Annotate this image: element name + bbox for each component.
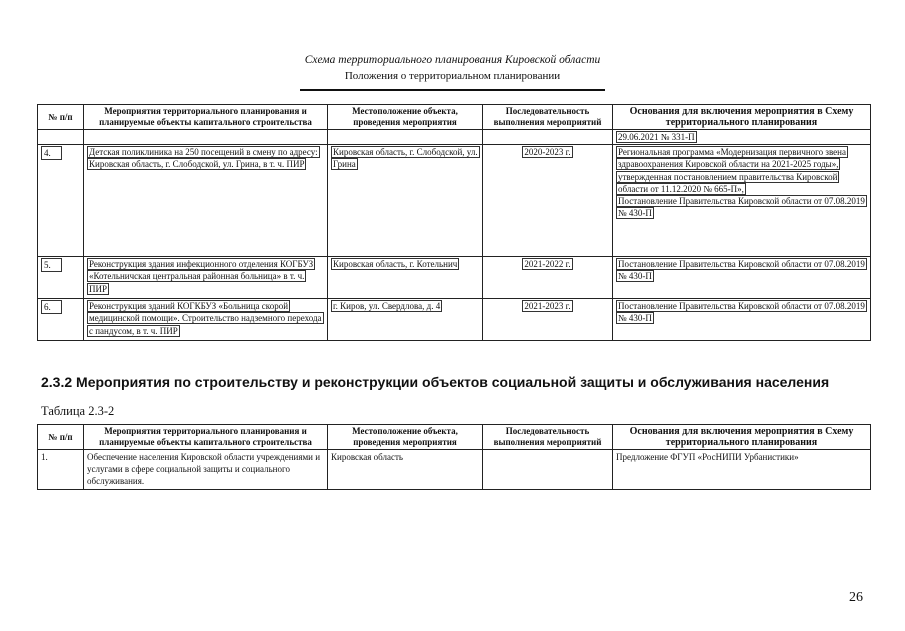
table-header-row — [38, 105, 871, 130]
measures-table-social — [37, 424, 871, 490]
cell-event: Реконструкция здания инфекционного отделения КОГБУЗ «Котельничская центральная районная больница» в т. ч. ПИР — [89, 259, 314, 294]
table-row — [38, 257, 871, 299]
cell-location: Кировская область, г. Котельнич — [333, 259, 458, 270]
cell-number: 4. — [41, 146, 62, 160]
table-row — [38, 299, 871, 341]
page-number: 26 — [849, 590, 863, 605]
cell-period: 2021-2022 г. — [524, 259, 571, 270]
header-divider — [300, 89, 605, 91]
cell-basis: Постановление Правительства Кировской области от 07.08.2019 — [618, 301, 865, 312]
header-location: Местоположение объекта, проведения мероприятия — [328, 105, 483, 130]
header-period: Последовательность выполнения мероприятий — [483, 425, 613, 450]
cell-number: 6. — [41, 300, 62, 314]
cell-basis: № 430-П — [618, 271, 652, 282]
table-row — [38, 145, 871, 257]
cell-event: Детская поликлиника на 250 посещений в смену по адресу: Кировская область, г. Слободской, ул. Грина, в т. ч. ПИР — [89, 147, 318, 170]
section-heading: 2.3.2 Мероприятия по строительству и реконструкции объектов социальной защиты и обслуживания населения — [41, 374, 830, 390]
cell-basis: Региональная программа «Модернизация первичного звена здравоохранения Кировской области на 2021-2025 годы», утвержденная постановлением правительства Кировской области от 11.12.2020 № 665-П», — [618, 147, 846, 194]
cell-basis: Предложение ФГУП «РосНИПИ Урбанистики» — [613, 450, 871, 490]
cell-event: Реконструкция зданий КОГКБУЗ «Больница скорой медицинской помощи». Строительство надземного перехода с пандусом, в т. ч. ПИР — [89, 301, 322, 336]
header-period: Последовательность выполнения мероприятий — [483, 105, 613, 130]
measures-table-healthcare — [37, 104, 871, 341]
cell-basis: Постановление Правительства Кировской области от 07.08.2019 — [618, 196, 865, 207]
cell-location: г. Киров, ул. Свердлова, д. 4 — [333, 301, 441, 312]
header-event: Мероприятия территориального планирования и планируемые объекты капитального строительства — [84, 105, 328, 130]
header-event: Мероприятия территориального планирования и планируемые объекты капитального строительства — [84, 425, 328, 450]
table-header-row — [38, 425, 871, 450]
cell-number: 1. — [38, 450, 84, 490]
cell-period: 2021-2023 г. — [524, 301, 571, 312]
table-caption: Таблица 2.3-2 — [41, 404, 115, 418]
header-number: № п/п — [38, 425, 84, 450]
header-number: № п/п — [38, 105, 84, 130]
cell-period — [483, 450, 613, 490]
document-subtitle: Положения о территориальном планировании — [344, 70, 561, 82]
table-row — [38, 450, 871, 490]
cell-basis: № 430-П — [618, 313, 652, 324]
document-title: Схема территориального планирования Кировской области — [304, 54, 601, 66]
cell-basis: Постановление Правительства Кировской области от 07.08.2019 — [618, 259, 865, 270]
cell-period: 2020-2023 г. — [524, 147, 571, 158]
cell-basis: № 430-П — [618, 208, 652, 219]
cell-number: 5. — [41, 258, 62, 272]
header-basis: Основания для включения мероприятия в Схему территориального планирования — [613, 425, 871, 450]
cell-location: Кировская область — [328, 450, 483, 490]
table-row-continuation — [38, 130, 871, 145]
header-basis: Основания для включения мероприятия в Схему территориального планирования — [613, 105, 871, 130]
cell-event: Обеспечение населения Кировской области учреждениями и услугами в сфере социальной защиты и социального обслуживания. — [84, 450, 328, 490]
cell-basis: 29.06.2021 № 331-П — [618, 132, 695, 142]
cell-location: Кировская область, г. Слободской, ул. Грина — [333, 147, 478, 170]
header-location: Местоположение объекта, проведения мероприятия — [328, 425, 483, 450]
